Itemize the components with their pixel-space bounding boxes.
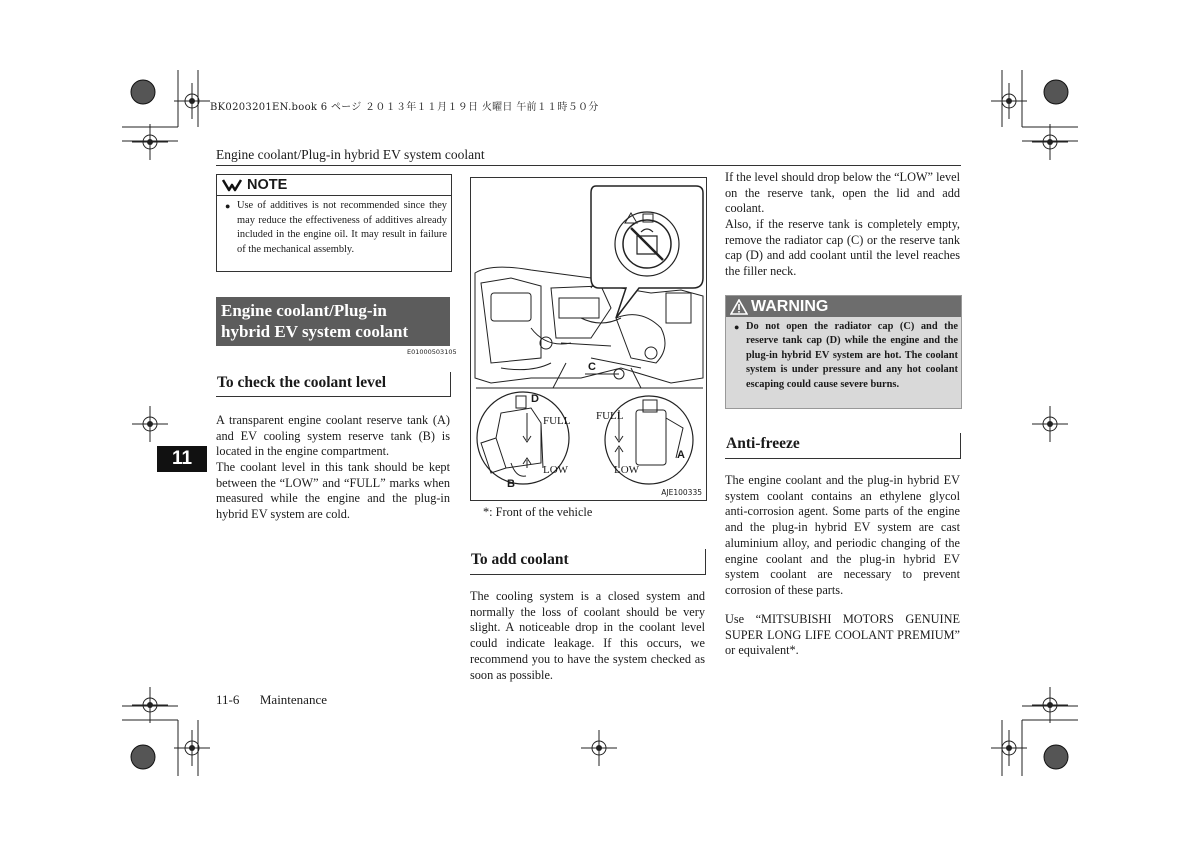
check-paragraph-1: A transparent engine coolant reserve tank (A) and EV cooling system reserve tank (B) is located in the engine compartment.	[216, 413, 450, 459]
page-footer	[216, 692, 327, 708]
label-a: A	[677, 449, 685, 461]
list-item	[734, 320, 958, 392]
section-title-line1: Engine coolant/Plug-in	[221, 301, 387, 320]
page-number: 11-6	[216, 692, 240, 707]
add-heading-rule	[470, 549, 706, 575]
low-mark-left: LOW	[543, 464, 569, 476]
figure-code: AJE100335	[661, 488, 702, 497]
antifreeze-paragraph-2: Use “MITSUBISHI MOTORS GENUINE SUPER LONG LIFE COOLANT PREMIUM” or equivalent*.	[725, 612, 960, 658]
list-item	[225, 199, 447, 257]
antifreeze-paragraph-1: The engine coolant and the plug-in hybrid EV system coolant contains an ethylene glycol anti-corrosion agent. Some parts of the engine and the plug-in hybrid EV system are cast aluminium alloy, and periodic changing of the engine coolant and the plug-in hybrid EV system coolant are necessary to prevent corrosion of these parts.	[725, 473, 960, 597]
note-header	[217, 175, 451, 196]
full-mark-right: FULL	[596, 410, 624, 422]
antifreeze-heading-rule	[725, 433, 961, 459]
note-body	[225, 199, 447, 257]
warning-text: Do not open the radiator cap (C) and the reserve tank cap (D) while the engine and the plug-in hybrid EV system are hot. The coolant system is under pressure and any hot coolant escaping could cause severe burns.	[746, 321, 958, 390]
warning-title: WARNING	[751, 297, 829, 315]
check-heading: To check the coolant level	[217, 374, 387, 391]
note-item-text: Use of additives is not recommended since they may reduce the effectiveness of additives already included in the engine oil. It may result in failure of the mechanical assembly.	[237, 200, 447, 255]
add-paragraph: The cooling system is a closed system and normally the loss of coolant should be very slight. A noticeable drop in the coolant level could indicate leakage. If this occurs, we recommend you to have the system checked as soon as possible.	[470, 589, 705, 682]
label-b: B	[507, 478, 515, 490]
coolant-figure	[470, 177, 707, 501]
running-head: Engine coolant/Plug-in hybrid EV system coolant	[216, 147, 485, 162]
check-heading-rule	[216, 372, 451, 397]
header-rule	[216, 165, 961, 166]
add-heading: To add coolant	[471, 551, 569, 568]
section-code: E01000503105	[407, 348, 457, 356]
antifreeze-heading: Anti-freeze	[726, 435, 800, 452]
bullet-icon: ●	[734, 322, 740, 332]
footer-section: Maintenance	[259, 692, 327, 707]
section-banner	[216, 297, 450, 346]
low-mark-right: LOW	[614, 464, 640, 476]
figure-caption: *: Front of the vehicle	[483, 505, 593, 519]
full-mark-left: FULL	[543, 415, 571, 427]
section-title-line2: hybrid EV system coolant	[221, 322, 409, 341]
section-title	[221, 300, 408, 342]
warning-triangle-icon	[730, 299, 748, 315]
check-paragraph-2: The coolant level in this tank should be kept between the “LOW” and “FULL” marks when measured while the engine and the plug-in hybrid EV system are cold.	[216, 460, 450, 522]
right-paragraph-1: If the level should drop below the “LOW” level on the reserve tank, open the lid and add coolant.	[725, 170, 960, 216]
label-c: C	[588, 361, 596, 373]
note-box	[216, 174, 452, 272]
warning-body	[734, 320, 958, 392]
warning-box	[725, 295, 962, 409]
bullet-icon: ●	[225, 201, 231, 211]
label-d: D	[531, 393, 539, 405]
warning-header	[726, 296, 961, 317]
note-title: NOTE	[247, 177, 288, 193]
right-paragraph-2: Also, if the reserve tank is completely empty, remove the radiator cap (C) or the reserve tank cap (D) and add coolant until the level reaches the filler neck.	[725, 217, 960, 279]
chapter-tab: 11	[157, 446, 207, 472]
book-file-line: BK0203201EN.book 6 ページ ２０１３年１１月１９日 火曜日 午前１１時５０分	[210, 102, 599, 113]
engine-compartment-illustration	[471, 178, 706, 500]
note-hands-icon	[221, 178, 243, 192]
